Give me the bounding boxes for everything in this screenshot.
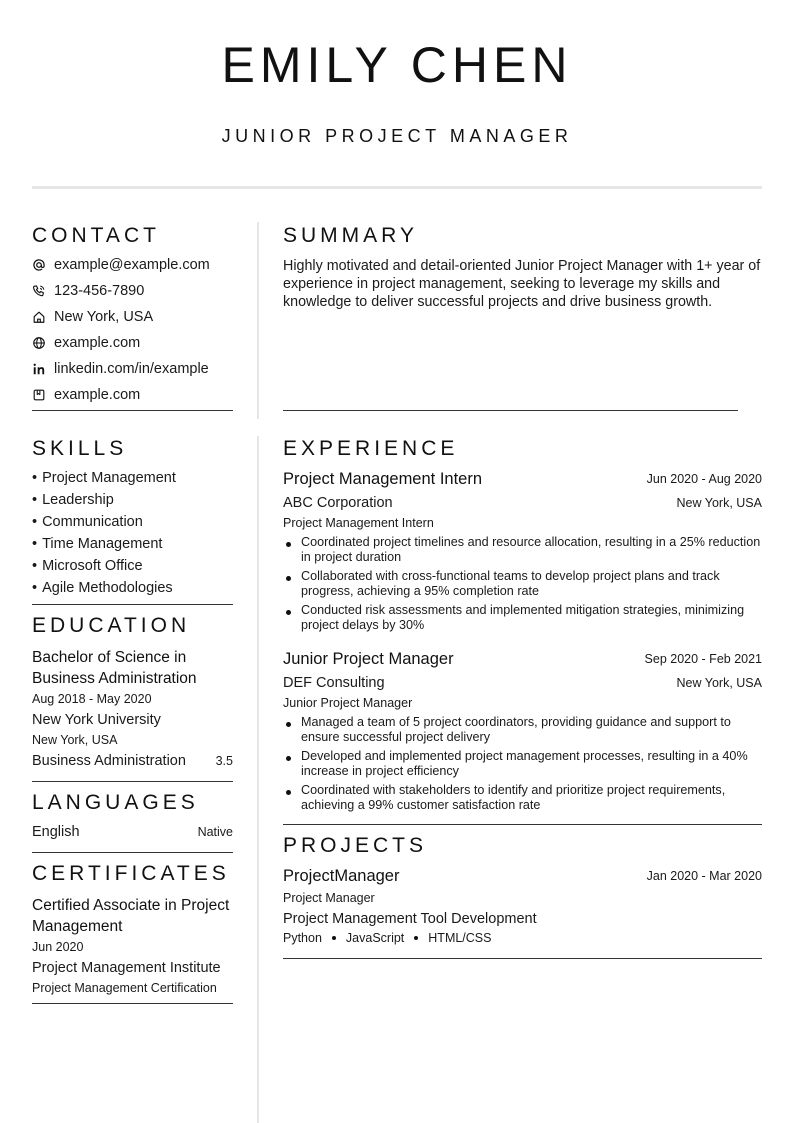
job-location: New York, USA xyxy=(676,676,762,690)
job-title: Junior Project Manager xyxy=(283,650,454,668)
contact-portfolio[interactable] xyxy=(32,385,140,405)
job-bullet: Coordinated with stakeholders to identify and prioritize project requirements, achieving a 99% customer satisfaction rate xyxy=(283,783,763,813)
job-bullet: Collaborated with cross-functional teams to develop project plans and track progress, achieving a 95% completion rate xyxy=(283,569,763,599)
linkedin-icon xyxy=(32,362,46,376)
technology-tag: JavaScript xyxy=(345,931,405,945)
project-dates: Jan 2020 - Mar 2020 xyxy=(646,869,762,883)
summary-text: Highly motivated and detail-oriented Junior Project Manager with 1+ year of experience in project management, seeking to leverage my skills and knowledge to deliver successful projects and drive business growth. xyxy=(283,258,761,310)
separator-dot xyxy=(332,936,336,940)
job-dates: Jun 2020 - Aug 2020 xyxy=(646,472,762,486)
contact-website[interactable] xyxy=(32,333,140,353)
project-name: ProjectManager xyxy=(283,867,400,885)
certificate-date: Jun 2020 xyxy=(32,940,84,954)
contact-heading: CONTACT xyxy=(32,224,160,247)
job-bullet: Managed a team of 5 project coordinators, providing guidance and support to ensure successful project delivery xyxy=(283,715,763,745)
job-bullet: Conducted risk assessments and implemented mitigation strategies, minimizing project delays by 30% xyxy=(283,603,763,633)
language-name: English xyxy=(32,824,80,840)
education-school: New York University xyxy=(32,712,161,728)
contact-rule xyxy=(32,410,233,411)
job-bullets xyxy=(283,535,763,637)
job-bullets xyxy=(283,715,763,817)
contact-portfolio-text: example.com xyxy=(54,387,141,403)
phone-icon xyxy=(32,284,46,298)
at-sign-icon xyxy=(32,258,46,272)
portfolio-icon xyxy=(32,388,46,402)
skill-item: • Agile Methodologies xyxy=(32,580,173,596)
job-title: Project Management Intern xyxy=(283,470,483,488)
job-company: ABC Corporation xyxy=(283,495,393,511)
contact-location-text: New York, USA xyxy=(54,309,154,325)
project-role: Project Manager xyxy=(283,891,375,905)
project-technologies xyxy=(283,931,491,945)
contact-website-text: example.com xyxy=(54,335,141,351)
languages-rule xyxy=(32,852,233,853)
contact-email[interactable] xyxy=(32,255,210,275)
education-field: Business Administration xyxy=(32,753,186,769)
contact-linkedin[interactable] xyxy=(32,359,209,379)
certificates-heading: CERTIFICATES xyxy=(32,862,230,885)
technology-tag: Python xyxy=(283,931,322,945)
home-icon xyxy=(32,310,46,324)
contact-location xyxy=(32,307,153,327)
skill-item: • Leadership xyxy=(32,492,114,508)
skills-rule xyxy=(32,604,233,605)
job-location: New York, USA xyxy=(676,496,762,510)
job-bullet: Developed and implemented project management processes, resulting in a 40% increase in project efficiency xyxy=(283,749,763,779)
projects-heading: PROJECTS xyxy=(283,834,428,857)
certificate-name: Certified Associate in Project Management xyxy=(32,897,230,935)
education-rule xyxy=(32,781,233,782)
certificate-issuer: Project Management Institute xyxy=(32,960,221,976)
languages-heading: LANGUAGES xyxy=(32,791,199,814)
education-dates: Aug 2018 - May 2020 xyxy=(32,692,152,706)
language-level: Native xyxy=(197,825,233,839)
job-dates: Sep 2020 - Feb 2021 xyxy=(644,652,762,666)
contact-phone[interactable] xyxy=(32,281,144,301)
job-bullet: Coordinated project timelines and resource allocation, resulting in a 25% reduction in project duration xyxy=(283,535,763,565)
skills-heading: SKILLS xyxy=(32,437,128,460)
candidate-name: EMILY CHEN xyxy=(221,37,573,93)
column-divider xyxy=(257,222,259,419)
summary-heading: SUMMARY xyxy=(283,224,418,247)
contact-phone-text: 123-456-7890 xyxy=(54,283,145,299)
skill-item: • Time Management xyxy=(32,536,162,552)
header-divider xyxy=(32,186,762,189)
skill-item: • Communication xyxy=(32,514,143,530)
technology-tag: HTML/CSS xyxy=(428,931,492,945)
summary-rule xyxy=(283,410,738,411)
projects-rule xyxy=(283,958,762,959)
experience-heading: EXPERIENCE xyxy=(283,437,459,460)
experience-rule xyxy=(283,824,762,825)
certificates-rule xyxy=(32,1003,233,1004)
job-title: JUNIOR PROJECT MANAGER xyxy=(221,126,573,146)
education-heading: EDUCATION xyxy=(32,614,191,637)
job-company: DEF Consulting xyxy=(283,675,385,691)
separator-dot xyxy=(414,936,418,940)
skill-item: • Project Management xyxy=(32,470,176,486)
education-degree: Bachelor of Science in Business Administration xyxy=(32,649,197,687)
contact-email-text: example@example.com xyxy=(54,257,210,273)
skill-item: • Microsoft Office xyxy=(32,558,143,574)
certificate-type: Project Management Certification xyxy=(32,981,217,995)
project-description: Project Management Tool Development xyxy=(283,911,537,927)
contact-linkedin-text: linkedin.com/in/example xyxy=(54,361,209,377)
education-location: New York, USA xyxy=(32,733,118,747)
column-divider xyxy=(257,436,259,1123)
job-role: Junior Project Manager xyxy=(283,696,413,710)
job-role: Project Management Intern xyxy=(283,516,434,530)
education-gpa: 3.5 xyxy=(215,754,233,768)
globe-icon xyxy=(32,336,46,350)
